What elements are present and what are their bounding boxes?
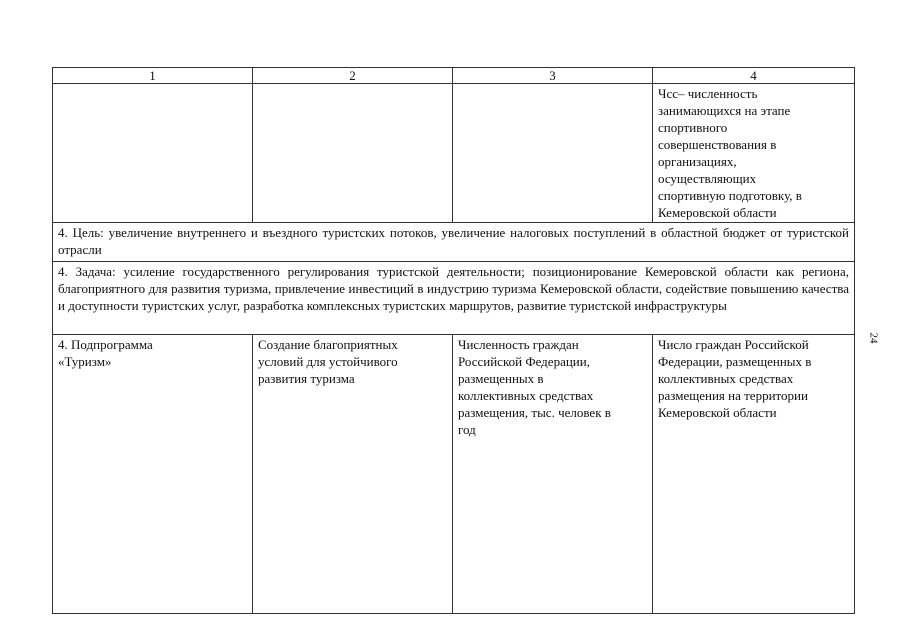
task-cell: 4. Задача: усиление государственного регулирования туристской деятельности; позиционирование Кемеровской области как региона, благоприятного для развития туризма, привлечение инвестиций в индустрию туризма Кемеровской области, содействие повышению качества и доступности туристских услуг, разработка комплексных туристских маршрутов, развитие туристской инфраструктуры xyxy=(53,262,855,335)
header-col-1: 1 xyxy=(53,68,253,84)
continuation-cell-4: Чсс– численность занимающихся на этапе спортивного совершенствования в организациях, осуществляющих спортивную подготовку, в Кемеровской области xyxy=(653,84,855,223)
table-row-continuation xyxy=(53,84,855,223)
table-row-task xyxy=(53,262,855,335)
table-header-row xyxy=(53,68,855,84)
table-row-goal xyxy=(53,223,855,262)
header-col-2: 2 xyxy=(253,68,453,84)
header-col-3: 3 xyxy=(453,68,653,84)
subprogram-goal-cell: Создание благоприятных условий для устойчивого развития туризма xyxy=(253,335,453,614)
indicators-table xyxy=(52,67,855,614)
subprogram-method-cell: Число граждан Российской Федерации, размещенных в коллективных средствах размещения на территории Кемеровской области xyxy=(653,335,855,614)
page-number: 24 xyxy=(867,332,880,344)
header-col-4: 4 xyxy=(653,68,855,84)
subprogram-name-cell: 4. Подпрограмма «Туризм» xyxy=(53,335,253,614)
table-row-subprogram xyxy=(53,335,855,614)
continuation-cell-1 xyxy=(53,84,253,223)
continuation-cell-3 xyxy=(453,84,653,223)
subprogram-indicator-cell: Численность граждан Российской Федерации, размещенных в коллективных средствах размещения, тыс. человек в год xyxy=(453,335,653,614)
goal-cell: 4. Цель: увеличение внутреннего и въездного туристских потоков, увеличение налоговых поступлений в областной бюджет от туристской отрасли xyxy=(53,223,855,262)
continuation-cell-2 xyxy=(253,84,453,223)
